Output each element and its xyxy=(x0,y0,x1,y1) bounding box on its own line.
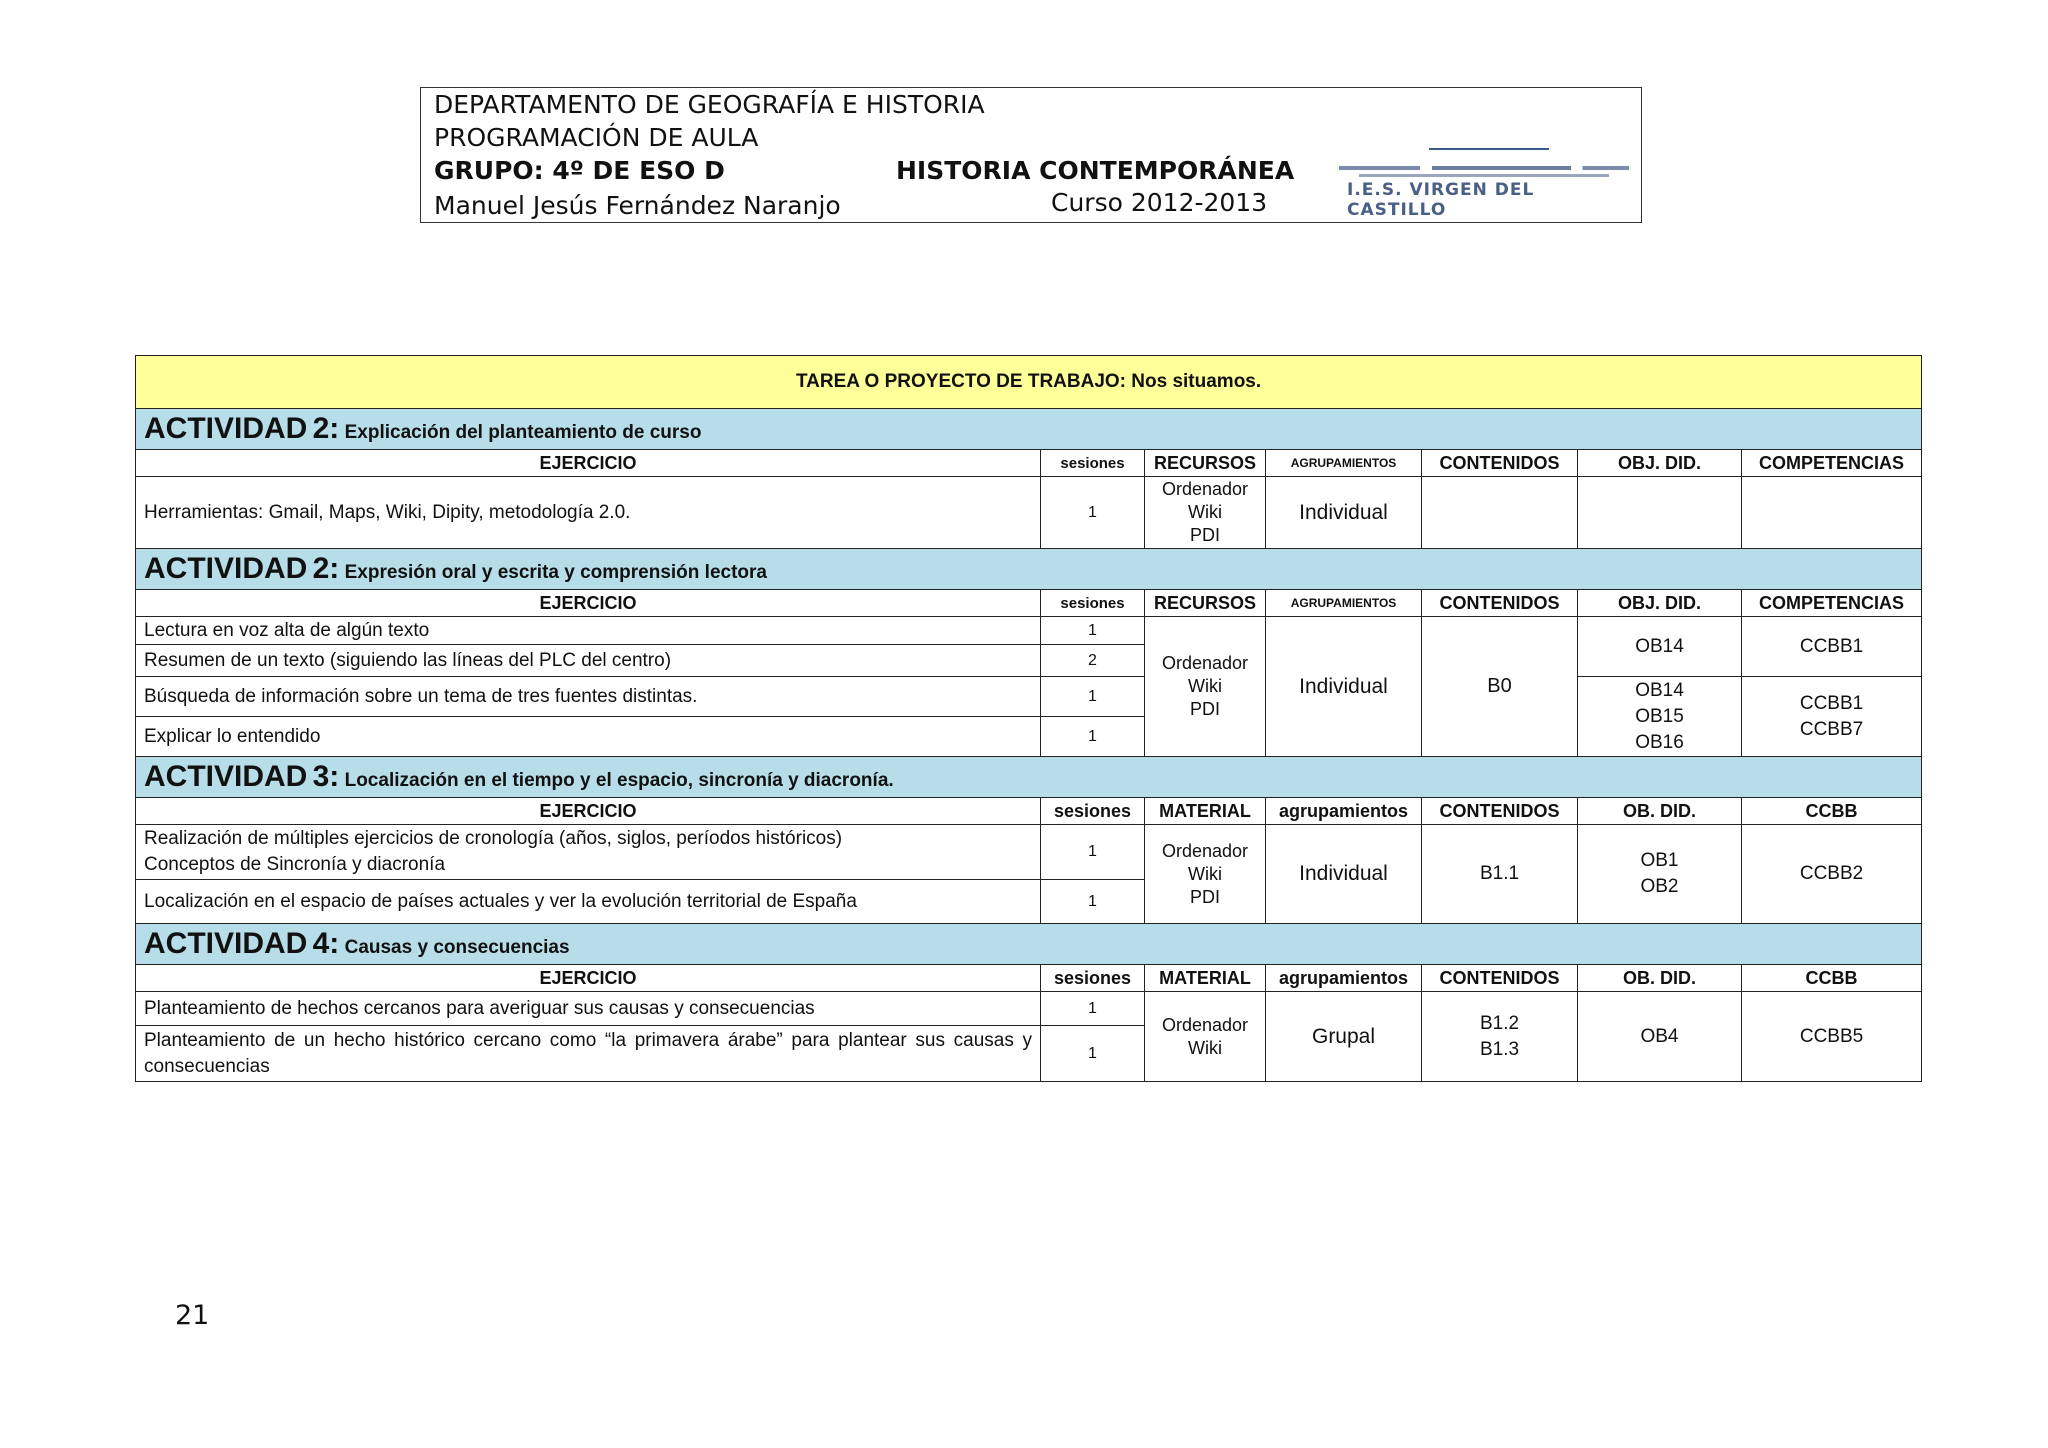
table-row xyxy=(136,825,1922,880)
objective-item: OB2 xyxy=(1640,876,1679,897)
resource-item: PDI xyxy=(1189,525,1220,545)
activity-name: Localización en el tiempo y el espacio, sincronía y diacronía. xyxy=(344,770,894,791)
col-material: MATERIAL xyxy=(1145,798,1266,825)
contents-cell: B1.1 xyxy=(1422,825,1578,924)
activity-prefix: ACTIVIDAD xyxy=(144,927,308,960)
logo-lines xyxy=(1339,166,1629,170)
objectives-cell xyxy=(1578,477,1742,549)
column-headers xyxy=(136,590,1922,617)
col-obj-did: OBJ. DID. xyxy=(1578,590,1742,617)
document-header xyxy=(420,87,1642,223)
activity-number: 2: xyxy=(312,552,340,585)
content-item: B1.2 xyxy=(1479,1012,1520,1034)
objective-item: OB16 xyxy=(1635,731,1684,753)
resource-item: Ordenador xyxy=(1161,840,1249,861)
col-ejercicio: EJERCICIO xyxy=(136,965,1041,992)
table-row xyxy=(136,677,1922,717)
resources-cell xyxy=(1145,825,1266,924)
activity-number: 2: xyxy=(312,412,340,445)
task-table xyxy=(135,355,1922,1082)
col-sesiones: sesiones xyxy=(1041,450,1145,477)
exercise-cell: Búsqueda de información sobre un tema de tres fuentes distintas. xyxy=(136,677,1041,717)
activity-header xyxy=(136,924,1922,965)
course-label: Curso 2012-2013 xyxy=(1051,188,1268,217)
group-label: GRUPO: 4º DE ESO D xyxy=(434,156,725,185)
resources-cell xyxy=(1145,992,1266,1082)
activity-header xyxy=(136,757,1922,798)
competence-item: CCBB1 xyxy=(1799,692,1864,714)
column-headers xyxy=(136,450,1922,477)
exercise-cell: Planteamiento de un hecho histórico cercano como “la primavera árabe” para plantear sus causas y consecuencias xyxy=(136,1026,1041,1082)
exercise-cell: Resumen de un texto (siguiendo las líneas del PLC del centro) xyxy=(136,645,1041,677)
sessions-cell: 1 xyxy=(1041,880,1145,924)
grouping-cell: Individual xyxy=(1266,477,1422,549)
activity-prefix: ACTIVIDAD xyxy=(144,552,308,585)
exercise-line: Realización de múltiples ejercicios de cronología (años, siglos, períodos históricos) xyxy=(144,828,843,849)
contents-cell xyxy=(1422,992,1578,1082)
col-ccbb: CCBB xyxy=(1742,798,1922,825)
exercise-cell: Explicar lo entendido xyxy=(136,717,1041,757)
column-headers xyxy=(136,798,1922,825)
logo-roof-shape xyxy=(1429,148,1549,164)
col-sesiones: sesiones xyxy=(1041,965,1145,992)
activity-name: Causas y consecuencias xyxy=(344,937,570,958)
activity-prefix: ACTIVIDAD xyxy=(144,760,308,793)
competences-cell: CCBB1 xyxy=(1742,617,1922,677)
activity-header xyxy=(136,549,1922,590)
exercise-cell: Herramientas: Gmail, Maps, Wiki, Dipity, metodología 2.0. xyxy=(136,477,1041,549)
task-title: TAREA O PROYECTO DE TRABAJO: Nos situamos. xyxy=(136,356,1922,409)
column-headers xyxy=(136,965,1922,992)
col-contenidos: CONTENIDOS xyxy=(1422,450,1578,477)
objectives-cell xyxy=(1578,825,1742,924)
resource-item: Ordenador xyxy=(1161,479,1249,499)
activity-number: 3: xyxy=(312,760,340,793)
competences-cell: CCBB2 xyxy=(1742,825,1922,924)
activity-name: Explicación del planteamiento de curso xyxy=(344,422,702,443)
subject-label: HISTORIA CONTEMPORÁNEA xyxy=(896,156,1295,185)
col-ejercicio: EJERCICIO xyxy=(136,450,1041,477)
col-agrupamientos: AGRUPAMIENTOS xyxy=(1266,450,1422,477)
resource-item: PDI xyxy=(1189,886,1220,907)
exercise-cell xyxy=(136,825,1041,880)
col-ejercicio: EJERCICIO xyxy=(136,590,1041,617)
department-line: DEPARTAMENTO DE GEOGRAFÍA E HISTORIA xyxy=(434,90,985,119)
content-item: B1.3 xyxy=(1479,1038,1520,1060)
sessions-cell: 1 xyxy=(1041,477,1145,549)
grouping-cell: Individual xyxy=(1266,825,1422,924)
page-number: 21 xyxy=(175,1300,210,1331)
objectives-cell: OB4 xyxy=(1578,992,1742,1082)
col-ob-did: OB. DID. xyxy=(1578,965,1742,992)
exercise-cell: Lectura en voz alta de algún texto xyxy=(136,617,1041,645)
programming-line: PROGRAMACIÓN DE AULA xyxy=(434,123,759,152)
col-contenidos: CONTENIDOS xyxy=(1422,798,1578,825)
col-ccbb: CCBB xyxy=(1742,965,1922,992)
activity-name: Expresión oral y escrita y comprensión lectora xyxy=(344,562,767,583)
col-agrupamientos: agrupamientos xyxy=(1266,798,1422,825)
contents-cell xyxy=(1422,477,1578,549)
resource-item: PDI xyxy=(1189,699,1220,719)
exercise-cell: Localización en el espacio de países actuales y ver la evolución territorial de España xyxy=(136,880,1041,924)
sessions-cell: 1 xyxy=(1041,677,1145,717)
resource-item: Ordenador xyxy=(1161,1014,1249,1035)
school-logo xyxy=(1339,148,1629,220)
col-competencias: COMPETENCIAS xyxy=(1742,590,1922,617)
exercise-cell: Planteamiento de hechos cercanos para averiguar sus causas y consecuencias xyxy=(136,992,1041,1026)
resources-cell xyxy=(1145,477,1266,549)
col-agrupamientos: AGRUPAMIENTOS xyxy=(1266,590,1422,617)
activity-prefix: ACTIVIDAD xyxy=(144,412,308,445)
resource-item: Ordenador xyxy=(1161,653,1249,673)
col-agrupamientos: agrupamientos xyxy=(1266,965,1422,992)
objective-item: OB15 xyxy=(1635,705,1684,727)
activity-header xyxy=(136,409,1922,450)
exercise-line: Conceptos de Sincronía y diacronía xyxy=(144,854,446,875)
resource-item: Wiki xyxy=(1188,1037,1222,1058)
sessions-cell: 1 xyxy=(1041,717,1145,757)
sessions-cell: 1 xyxy=(1041,617,1145,645)
col-material: MATERIAL xyxy=(1145,965,1266,992)
objective-item: OB14 xyxy=(1635,679,1684,701)
activity-number: 4: xyxy=(312,927,340,960)
sessions-cell: 1 xyxy=(1041,992,1145,1026)
sessions-cell: 1 xyxy=(1041,825,1145,880)
col-ob-did: OB. DID. xyxy=(1578,798,1742,825)
col-recursos: RECURSOS xyxy=(1145,590,1266,617)
resource-item: Wiki xyxy=(1188,502,1222,522)
col-sesiones: sesiones xyxy=(1041,798,1145,825)
logo-lines-secondary xyxy=(1359,174,1609,177)
table-row xyxy=(136,992,1922,1026)
grouping-cell: Grupal xyxy=(1266,992,1422,1082)
competences-cell: CCBB5 xyxy=(1742,992,1922,1082)
resources-cell xyxy=(1145,617,1266,757)
grouping-cell: Individual xyxy=(1266,617,1422,757)
competence-item: CCBB7 xyxy=(1799,718,1864,740)
col-contenidos: CONTENIDOS xyxy=(1422,590,1578,617)
objectives-cell: OB14 xyxy=(1578,617,1742,677)
col-recursos: RECURSOS xyxy=(1145,450,1266,477)
competences-cell xyxy=(1742,677,1922,757)
logo-text: I.E.S. VIRGEN DEL CASTILLO xyxy=(1347,180,1535,220)
table-row xyxy=(136,477,1922,549)
col-obj-did: OBJ. DID. xyxy=(1578,450,1742,477)
col-contenidos: CONTENIDOS xyxy=(1422,965,1578,992)
contents-cell: B0 xyxy=(1422,617,1578,757)
objective-item: OB1 xyxy=(1640,850,1679,871)
table-row xyxy=(136,617,1922,645)
sessions-cell: 2 xyxy=(1041,645,1145,677)
resource-item: Wiki xyxy=(1188,676,1222,696)
col-ejercicio: EJERCICIO xyxy=(136,798,1041,825)
col-sesiones: sesiones xyxy=(1041,590,1145,617)
objectives-cell xyxy=(1578,677,1742,757)
col-competencias: COMPETENCIAS xyxy=(1742,450,1922,477)
sessions-cell: 1 xyxy=(1041,1026,1145,1082)
teacher-name: Manuel Jesús Fernández Naranjo xyxy=(434,191,841,220)
resource-item: Wiki xyxy=(1188,863,1222,884)
competences-cell xyxy=(1742,477,1922,549)
